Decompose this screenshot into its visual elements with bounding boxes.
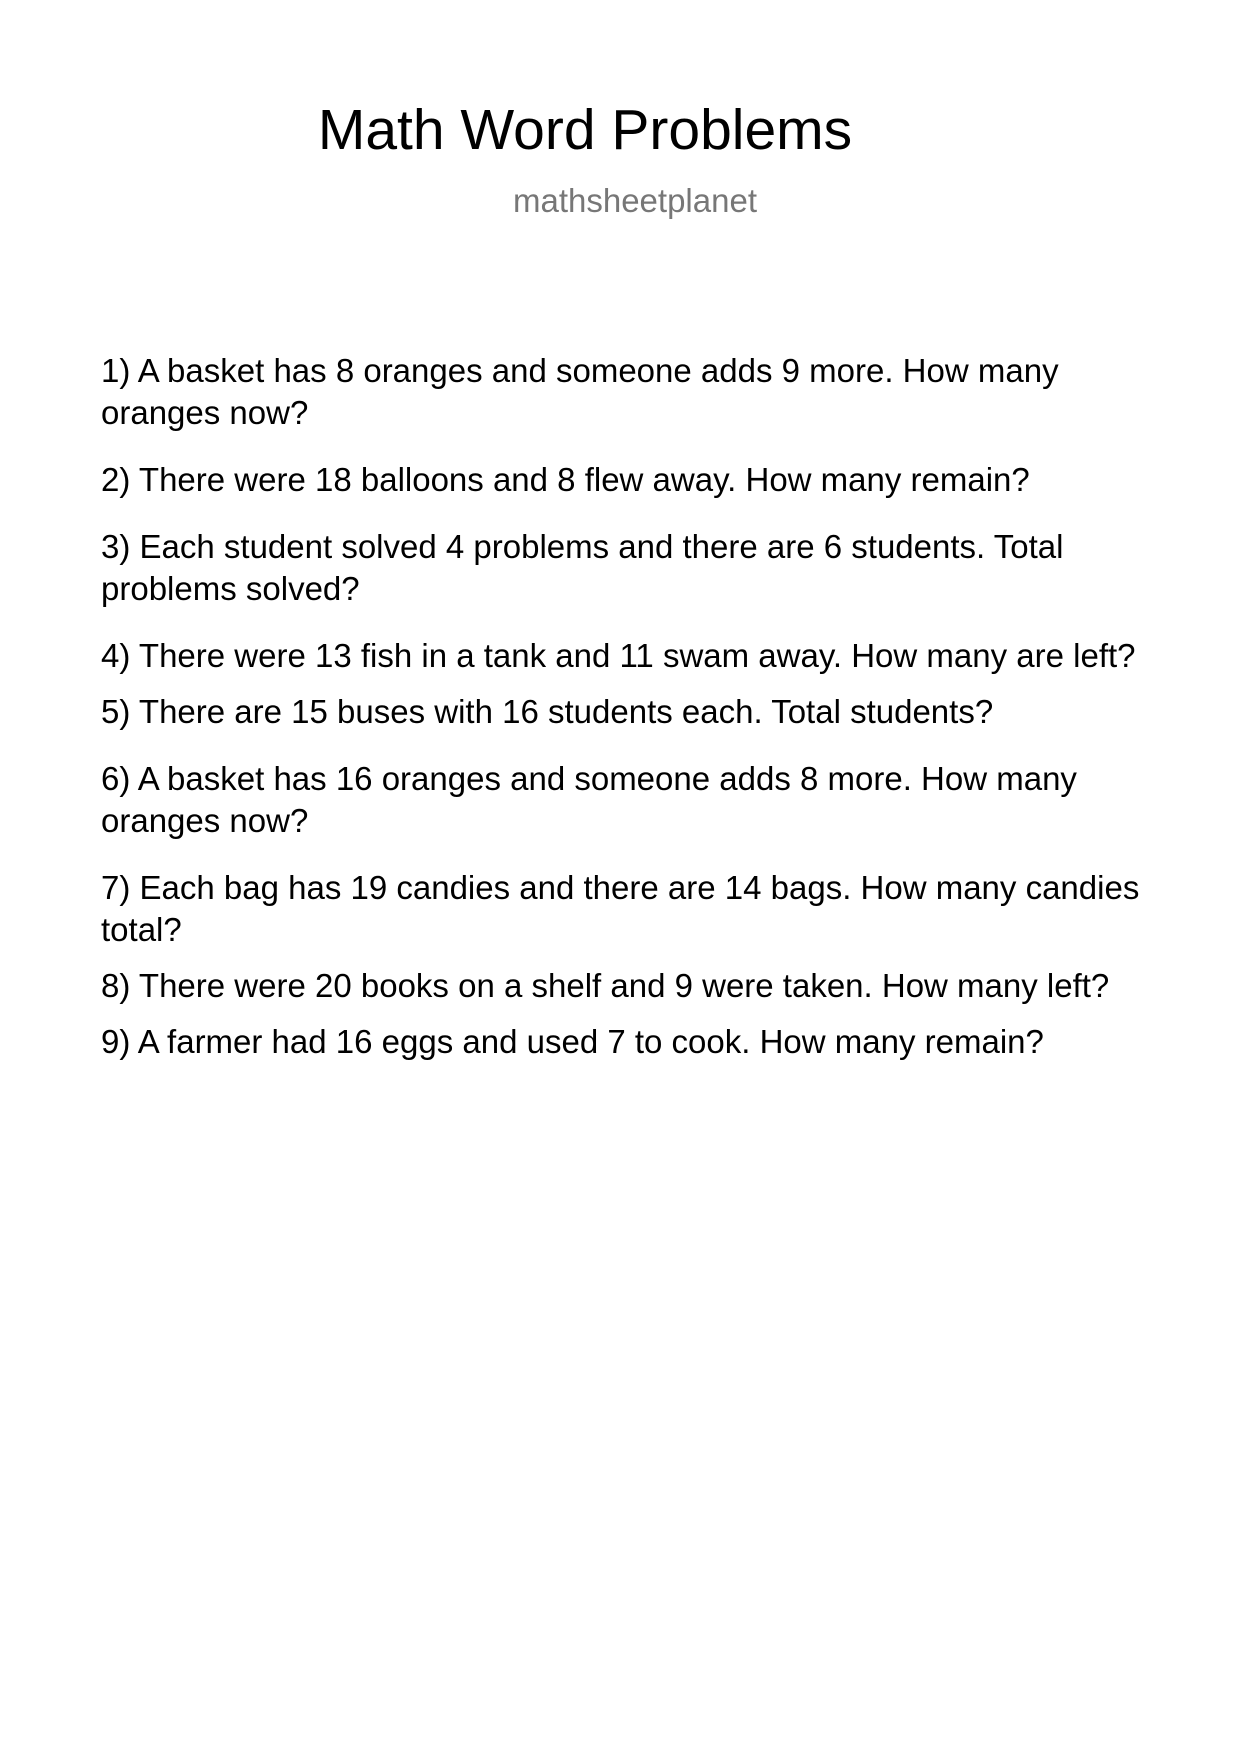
problem-item: 9) A farmer had 16 eggs and used 7 to cook. How many remain?	[101, 1023, 1044, 1060]
problem-item: 6) A basket has 16 oranges and someone adds 8 more. How many oranges now?	[101, 760, 1077, 839]
problem-item: 1) A basket has 8 oranges and someone adds 9 more. How many oranges now?	[101, 352, 1059, 431]
page-title: Math Word Problems	[317, 98, 853, 162]
problem-list	[101, 350, 1151, 1088]
problem-item: 3) Each student solved 4 problems and there are 6 students. Total problems solved?	[101, 528, 1064, 607]
problem-item: 8) There were 20 books on a shelf and 9 were taken. How many left?	[101, 967, 1110, 1004]
problem-item: 4) There were 13 fish in a tank and 11 swam away. How many are left?	[101, 637, 1136, 674]
problem-item: 5) There are 15 buses with 16 students each. Total students?	[101, 693, 994, 730]
problem-item: 7) Each bag has 19 candies and there are 14 bags. How many candies total?	[101, 869, 1140, 948]
problem-item: 2) There were 18 balloons and 8 flew away. How many remain?	[101, 461, 1030, 498]
page-subtitle: mathsheetplanet	[512, 182, 757, 219]
